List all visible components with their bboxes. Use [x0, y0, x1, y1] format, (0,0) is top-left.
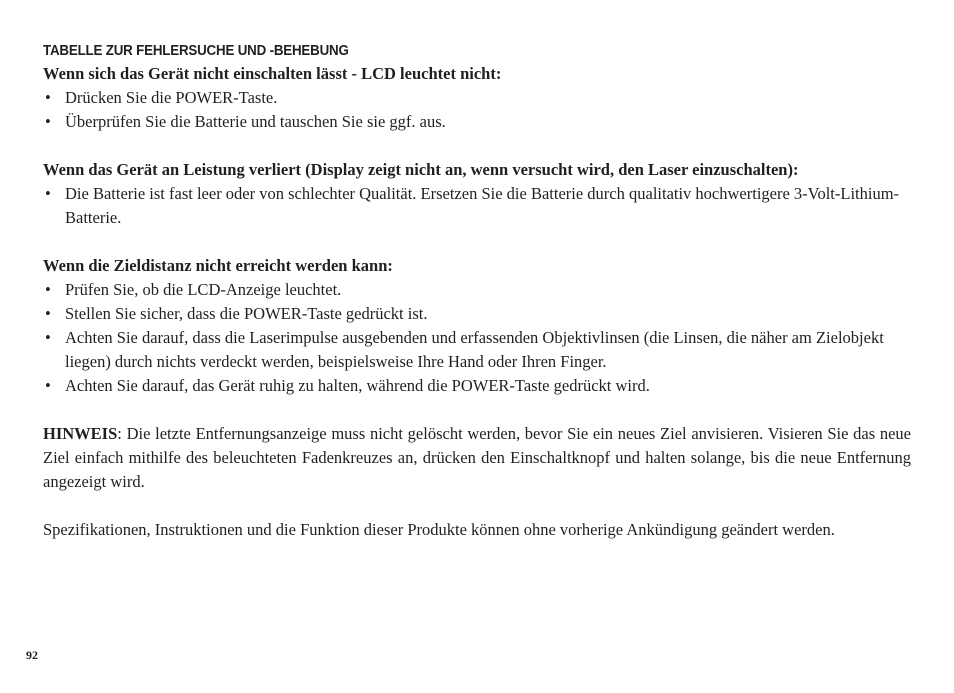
list-item [43, 110, 911, 134]
bullet-list [43, 182, 911, 230]
list-item-text: Drücken Sie die POWER-Taste. [65, 88, 278, 107]
section-power-loss [43, 158, 911, 230]
note-label: HINWEIS [43, 424, 118, 443]
bullet-list [43, 278, 911, 398]
list-item-text: Die Batterie ist fast leer oder von schlechter Qualität. Ersetzen Sie die Batterie durch qualitativ hochwertigere 3-Volt-Lithium-Batterie. [65, 184, 900, 227]
note-text: : Die letzte Entfernungsanzeige muss nicht gelöscht werden, bevor Sie ein neues Ziel anvisieren. Visieren Sie das neue Ziel einfach mithilfe des beleuchteten Fadenkreuzes an, drücken den Einschaltknopf und halten solange, bis die neue Entfernung angezeigt wird. [43, 424, 911, 491]
list-item-text: Achten Sie darauf, dass die Laserimpulse ausgebenden und erfassenden Objektivlinsen (die Linsen, die näher am Zielobjekt liegen) durch nichts verdeckt werden, beispielsweise Ihre Hand oder Ihren Finger. [65, 328, 884, 371]
bullet-icon: • [45, 304, 51, 323]
section-heading: Wenn sich das Gerät nicht einschalten lässt - LCD leuchtet nicht: [43, 64, 502, 83]
bullet-icon: • [45, 280, 51, 299]
disclaimer-paragraph: Spezifikationen, Instruktionen und die Funktion dieser Produkte können ohne vorherige Ankündigung geändert werden. [43, 520, 835, 539]
section-target-distance [43, 254, 911, 398]
page-title: TABELLE ZUR FEHLERSUCHE UND -BEHEBUNG [43, 43, 349, 59]
bullet-list [43, 86, 911, 134]
list-item [43, 278, 911, 302]
list-item-text: Stellen Sie sicher, dass die POWER-Taste gedrückt ist. [65, 304, 428, 323]
list-item-text: Prüfen Sie, ob die LCD-Anzeige leuchtet. [65, 280, 342, 299]
section-heading: Wenn die Zieldistanz nicht erreicht werden kann: [43, 256, 393, 275]
list-item [43, 302, 911, 326]
section-power-on [43, 62, 911, 134]
bullet-icon: • [45, 328, 51, 347]
bullet-icon: • [45, 184, 51, 203]
document-page [43, 40, 911, 566]
bullet-icon: • [45, 376, 51, 395]
bullet-icon: • [45, 88, 51, 107]
list-item [43, 326, 911, 374]
list-item [43, 182, 911, 230]
bullet-icon: • [45, 112, 51, 131]
list-item [43, 86, 911, 110]
list-item [43, 374, 911, 398]
section-heading: Wenn das Gerät an Leistung verliert (Display zeigt nicht an, wenn versucht wird, den Laser einzuschalten): [43, 160, 799, 179]
list-item-text: Überprüfen Sie die Batterie und tauschen Sie sie ggf. aus. [65, 112, 446, 131]
list-item-text: Achten Sie darauf, das Gerät ruhig zu halten, während die POWER-Taste gedrückt wird. [65, 376, 650, 395]
note-paragraph [43, 422, 911, 494]
page-number: 92 [26, 648, 38, 662]
